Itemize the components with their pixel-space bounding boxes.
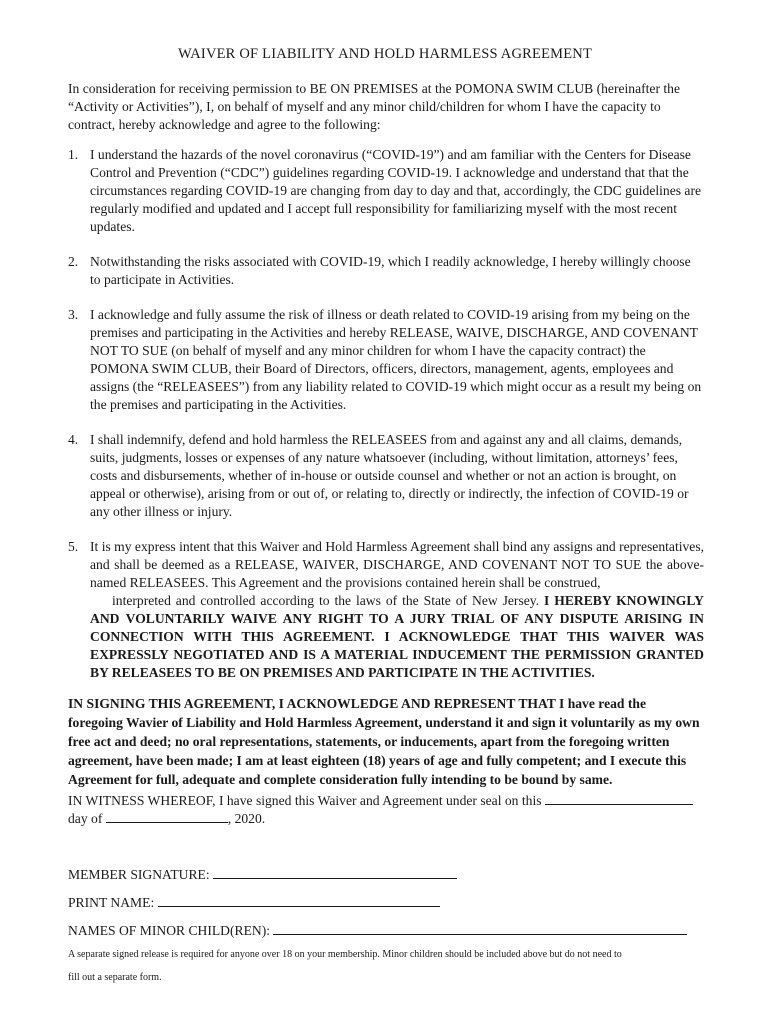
- item-text: It is my express intent that this Waiver and Hold Harmless Agreement shall bind any assigns and representatives, and shall be deemed as a RELEASE, WAIVER, DISCHARGE, AND COVENANT NOT TO SUE the above-named RELEASEES. This Agreement and the provisions contained herein shall be construed,: [90, 539, 705, 590]
- item-text: Notwithstanding the risks associated with COVID-19, which I readily acknowledge, I hereby willingly choose to participate in Activities.: [90, 254, 691, 287]
- item-number: 4.: [68, 432, 79, 447]
- member-signature-field: [68, 866, 457, 884]
- item-text: I acknowledge and fully assume the risk of illness or death related to COVID-19 arising from my being on the premises and participating in the Activities and hereby RELEASE, WAIVE, DISCHARGE, AND COVENANT NOT TO SUE (on behalf of myself and any minor children for whom I have the capacity contract) the POMONA SWIM CLUB, their Board of Directors, officers, directors, management, agents, employees and assigns (the “RELEASEES”) from any liability related to COVID-19 which might occur as a result my being on the premises and participating in the Activities.: [90, 307, 702, 412]
- witness-day-label: day of: [68, 811, 103, 826]
- agreement-item-1: [68, 146, 704, 236]
- witness-year: , 2020.: [227, 811, 266, 826]
- agreement-items: [68, 146, 704, 699]
- item-number: 1.: [68, 147, 79, 162]
- intro-paragraph: In consideration for receiving permission to BE ON PREMISES at the POMONA SWIM CLUB (hereinafter the “Activity or Activities”), I, on behalf of myself and any minor child/children for whom I have the capacity to contract, hereby acknowledge and agree to the following:: [68, 81, 680, 132]
- item-number: 2.: [68, 254, 79, 269]
- item-text: I shall indemnify, defend and hold harmless the RELEASEES from and against any and all claims, demands, suits, judgments, losses or expenses of any nature whatsoever (including, without limitation, attorneys’ fees, costs and disbursements, whether of in-house or outside counsel and whether or not an action is brought, on appeal or otherwise), arising from or out of, or relating to, directly or indirectly, the infection of COVID-19 or any other illness or injury.: [90, 432, 689, 519]
- jury-waiver-text: I HEREBY KNOWINGLY AND VOLUNTARILY WAIVE ANY RIGHT TO A JURY TRIAL OF ANY DISPUTE ARISING IN CONNECTION WITH THIS AGREEMENT. I ACKNOWLEDGE THAT THIS WAIVER WAS EXPRESSLY NEGOTIATED AND IS A MATERIAL INDUCEMENT THE PERMISSION GRANTED BY RELEASEES TO BE ON PREMISES AND PARTICIPATE IN THE ACTIVITIES.: [90, 593, 704, 680]
- item-number: 5.: [68, 539, 79, 554]
- agreement-item-5: [68, 538, 704, 682]
- footnote-line-1: A separate signed release is required for anyone over 18 on your membership. Minor children should be included above but do not need to: [68, 949, 622, 960]
- minor-children-line[interactable]: [273, 922, 687, 935]
- document-title: WAIVER OF LIABILITY AND HOLD HARMLESS AGREEMENT: [177, 46, 593, 62]
- witness-date-line[interactable]: [545, 792, 693, 805]
- witness-statement: [68, 792, 704, 828]
- print-name-label: PRINT NAME:: [68, 895, 155, 910]
- signing-acknowledgement: IN SIGNING THIS AGREEMENT, I ACKNOWLEDGE AND REPRESENT THAT I have read the foregoing Wavier of Liability and Hold Harmless Agreement, understand it and sign it voluntarily as my own free act and deed; no oral representations, statements, or inducements, apart from the foregoing written agreement, have been made; I am at least eighteen (18) years of age and fully competent; and I execute this Agreement for full, adequate and complete consideration fully intending to be bound by same.: [68, 696, 700, 787]
- minor-children-label: NAMES OF MINOR CHILD(REN):: [68, 923, 271, 938]
- footnote-line-2: fill out a separate form.: [68, 972, 162, 983]
- agreement-item-3: [68, 306, 704, 414]
- agreement-item-4: [68, 431, 704, 521]
- item-number: 3.: [68, 307, 79, 322]
- agreement-item-2: [68, 253, 704, 289]
- witness-month-line[interactable]: [106, 810, 228, 823]
- print-name-line[interactable]: [158, 894, 440, 907]
- item-text-continued: interpreted and controlled according to the laws of the State of New Jersey.: [112, 593, 540, 608]
- member-signature-label: MEMBER SIGNATURE:: [68, 867, 210, 882]
- member-signature-line[interactable]: [213, 866, 457, 879]
- item-text: I understand the hazards of the novel coronavirus (“COVID-19”) and am familiar with the Centers for Disease Control and Prevention (“CDC”) guidelines regarding COVID-19. I acknowledge and understand that that the circumstances regarding COVID-19 are changing from day to day and that, accordingly, the CDC guidelines are regularly modified and updated and I accept full responsibility for familiarizing myself with the most recent updates.: [90, 147, 702, 234]
- print-name-field: [68, 894, 440, 912]
- minor-children-field: [68, 922, 687, 940]
- witness-text: IN WITNESS WHEREOF, I have signed this Waiver and Agreement under seal on this: [68, 793, 542, 808]
